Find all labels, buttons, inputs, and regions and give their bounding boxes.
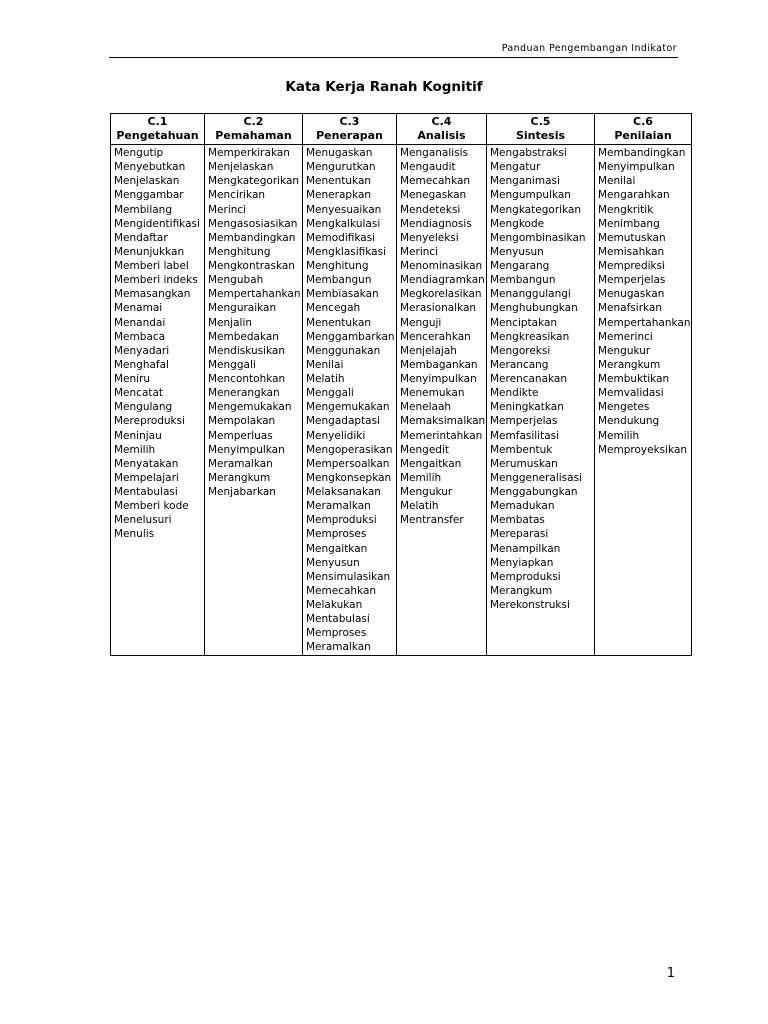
verb-item: Mencontohkan — [208, 373, 286, 385]
verb-item: Mengoreksi — [490, 344, 551, 357]
verb-item: Menjelaskan — [208, 161, 274, 174]
verb-item: Mencegah — [306, 302, 361, 315]
verb-item: Mempelajari — [114, 471, 179, 484]
verb-item: Mentransfer — [400, 514, 464, 527]
verb-item: Mengkreasikan — [490, 330, 570, 343]
verb-item: Meninjau — [114, 429, 162, 442]
verb-item: Menandai — [114, 316, 166, 329]
verb-item: Mengoperasikan — [306, 443, 393, 456]
column-name: Analisis — [417, 129, 466, 142]
verb-item: Mengaudit — [400, 161, 456, 174]
verb-item: Mempertahankan — [208, 288, 301, 301]
verb-item: Membandingkan — [598, 147, 686, 159]
verb-item: Menggambarkan — [306, 330, 395, 343]
verb-cell — [303, 145, 397, 656]
verb-item: Menunjukkan — [114, 245, 185, 258]
verb-item: Menyadari — [114, 344, 170, 357]
verb-item: Mengkonsepkan — [306, 471, 392, 484]
verb-item: Merekonstruksi — [490, 599, 570, 611]
verb-item: Memperkirakan — [208, 147, 290, 159]
column-header — [111, 114, 205, 145]
verb-item: Menguji — [400, 316, 442, 329]
verb-item: Mengukur — [400, 486, 453, 498]
verb-item: Merangkum — [208, 471, 271, 484]
verb-item: Menyusun — [490, 245, 544, 258]
verb-item: Menominasikan — [400, 260, 483, 272]
verb-item: Mencatat — [114, 387, 164, 400]
verb-item: Meramalkan — [208, 457, 273, 470]
verb-item: Mengkontraskan — [208, 260, 295, 272]
column-name: Sintesis — [515, 129, 566, 142]
verb-item: Menganimasi — [490, 175, 560, 188]
header-rule — [109, 57, 678, 58]
verb-item: Memaksimalkan — [400, 415, 486, 428]
verb-item: Mengaitkan — [306, 542, 368, 555]
verb-item: Memperjelas — [598, 274, 666, 287]
verb-item: Menjelajah — [400, 344, 457, 357]
verb-item: Memisahkan — [598, 245, 665, 258]
verb-cell — [205, 145, 303, 656]
verb-item: Memperjelas — [490, 415, 558, 428]
verb-item: Mengurutkan — [306, 161, 376, 174]
verb-item: Melakukan — [306, 599, 363, 611]
verb-item: Menerapkan — [306, 189, 372, 202]
verb-item: Mengubah — [208, 274, 264, 287]
verb-cell — [487, 145, 595, 656]
verb-item: Menyatakan — [114, 457, 179, 470]
verb-item: Mentabulasi — [306, 613, 370, 626]
verb-item: Mereproduksi — [114, 415, 186, 428]
verb-item: Menjalin — [208, 316, 253, 329]
column-name: Penerapan — [316, 129, 383, 142]
verb-item: Mengkritik — [598, 203, 654, 216]
verb-item: Meningkatkan — [490, 401, 564, 414]
verb-item: Mengkategorikan — [208, 175, 300, 188]
verb-item: Mempersoalkan — [306, 457, 390, 470]
column-name: Penilaian — [614, 129, 672, 142]
page-title: Kata Kerja Ranah Kognitif — [285, 79, 483, 95]
verb-item: Membatas — [490, 514, 545, 527]
verb-item: Membilang — [114, 203, 173, 216]
verb-item: Memilih — [114, 443, 156, 456]
verb-item: Menugaskan — [598, 288, 665, 301]
verb-item: Melaksanakan — [306, 486, 381, 498]
verb-item: Memprediksi — [598, 260, 666, 272]
verb-item: Menilai — [598, 175, 636, 188]
verb-item: Mengasosiasikan — [208, 217, 298, 230]
verb-item: Menimbang — [598, 217, 660, 230]
verb-item: Memutuskan — [598, 231, 666, 244]
verb-item: Menganalisis — [400, 147, 469, 159]
verb-item: Mengklasifikasi — [306, 245, 386, 258]
verb-item: Mengkategorikan — [490, 203, 582, 216]
verb-item: Menegaskan — [400, 189, 467, 202]
verb-item: Membangun — [490, 274, 556, 287]
verb-item: Memilih — [598, 429, 640, 442]
verb-item: Memproses — [306, 627, 367, 640]
verb-item: Menilai — [306, 358, 344, 371]
verb-list — [598, 146, 691, 457]
verb-item: Membiasakan — [306, 288, 379, 301]
verb-item: Menyimpulkan — [208, 443, 285, 456]
verb-list — [114, 146, 204, 542]
column-code: C.6 — [633, 115, 653, 128]
verb-item: Memproduksi — [306, 514, 377, 527]
verb-item: Memfasilitasi — [490, 429, 560, 442]
verb-item: Meniru — [114, 373, 151, 385]
verb-item: Menampilkan — [490, 542, 561, 555]
verb-item: Memproduksi — [490, 570, 561, 583]
verb-item: Mengombinasikan — [490, 231, 586, 244]
verb-item: Mengemukakan — [306, 401, 390, 414]
verb-item: Mengulang — [114, 401, 173, 414]
verb-item: Merencanakan — [490, 373, 568, 385]
column-header — [303, 114, 397, 145]
verb-item: Membentuk — [490, 443, 553, 456]
table-body-row — [111, 145, 692, 656]
verb-list — [306, 146, 396, 655]
verb-list — [490, 146, 594, 612]
verb-item: Menyimpulkan — [598, 161, 675, 174]
verb-item: Merumuskan — [490, 457, 558, 470]
verb-item: Menggambar — [114, 189, 184, 202]
verb-item: Menggali — [306, 387, 354, 400]
verb-item: Menggeneralisasi — [490, 471, 582, 484]
column-header — [487, 114, 595, 145]
verb-item: Mendukung — [598, 415, 660, 428]
running-header: Panduan Pengembangan Indikator — [501, 43, 677, 54]
verb-item: Menyebutkan — [114, 161, 186, 174]
verb-item: Menghitung — [306, 260, 369, 272]
verb-item: Mengkalkulasi — [306, 217, 381, 230]
verb-item: Memilih — [400, 471, 442, 484]
verb-item: Mendiagnosis — [400, 217, 472, 230]
verb-list — [208, 146, 302, 499]
verb-item: Menggali — [208, 358, 256, 371]
verb-item: Menyimpulkan — [400, 373, 477, 385]
verb-item: Menemukan — [400, 387, 465, 400]
page-number: 1 — [666, 966, 675, 981]
verb-table — [110, 113, 692, 656]
verb-item: Mengutip — [114, 147, 164, 159]
verb-item: Mengidentifikasi — [114, 217, 200, 230]
verb-item: Merangkum — [490, 584, 553, 597]
verb-item: Megkorelasikan — [400, 288, 482, 301]
verb-item: Menugaskan — [306, 147, 373, 159]
table-header-row — [111, 114, 692, 145]
column-header — [595, 114, 692, 145]
verb-item: Menafsirkan — [598, 302, 662, 315]
column-code: C.5 — [530, 115, 551, 128]
verb-item: Menggunakan — [306, 344, 381, 357]
verb-item: Menamai — [114, 302, 163, 315]
verb-item: Mengarahkan — [598, 189, 670, 202]
verb-item: Membaca — [114, 330, 166, 343]
verb-item: Mengarang — [490, 260, 550, 272]
verb-list — [400, 146, 486, 527]
verb-item: Membandingkan — [208, 231, 296, 244]
verb-item: Menyesuaikan — [306, 203, 382, 216]
verb-item: Menerangkan — [208, 387, 280, 400]
verb-item: Mendeteksi — [400, 203, 461, 216]
column-code: C.4 — [431, 115, 452, 128]
verb-item: Memecahkan — [306, 584, 377, 597]
column-header — [205, 114, 303, 145]
verb-item: Menentukan — [306, 316, 372, 329]
verb-item: Menyeleksi — [400, 231, 459, 244]
column-name: Pengetahuan — [116, 129, 199, 142]
verb-item: Membedakan — [208, 330, 279, 343]
verb-item: Menyusun — [306, 556, 360, 569]
verb-item: Melatih — [400, 500, 439, 513]
verb-item: Mengetes — [598, 401, 650, 414]
verb-item: Melatih — [306, 373, 345, 385]
verb-item: Mensimulasikan — [306, 570, 391, 583]
verb-item: Membagankan — [400, 358, 478, 371]
column-name: Pemahaman — [215, 129, 292, 142]
verb-item: Mengkode — [490, 217, 545, 230]
column-code: C.1 — [147, 115, 168, 128]
verb-item: Mengukur — [598, 344, 651, 357]
verb-item: Memecahkan — [400, 175, 471, 188]
verb-item: Mendiagramkan — [400, 274, 485, 287]
verb-item: Mendikte — [490, 387, 539, 400]
verb-item: Membuktikan — [598, 373, 670, 385]
verb-item: Memerintahkan — [400, 429, 483, 442]
verb-item: Mempolakan — [208, 415, 276, 428]
verb-item: Meramalkan — [306, 500, 371, 513]
column-code: C.3 — [339, 115, 360, 128]
verb-item: Menghubungkan — [490, 302, 578, 315]
column-header — [397, 114, 487, 145]
verb-item: Mengaitkan — [400, 457, 462, 470]
verb-cell — [397, 145, 487, 656]
verb-item: Menghitung — [208, 245, 271, 258]
verb-item: Menyiapkan — [490, 556, 554, 569]
verb-item: Menelaah — [400, 401, 452, 414]
column-code: C.2 — [243, 115, 264, 128]
verb-item: Mengadaptasi — [306, 415, 380, 428]
verb-item: Menggabungkan — [490, 486, 578, 498]
verb-item: Merinci — [400, 245, 439, 258]
verb-item: Memperluas — [208, 429, 273, 442]
verb-item: Memproyeksikan — [598, 443, 688, 456]
verb-item: Menghafal — [114, 358, 169, 371]
verb-item: Mereparasi — [490, 528, 549, 541]
verb-item: Memodifikasi — [306, 231, 376, 244]
verb-item: Mentabulasi — [114, 486, 178, 498]
verb-item: Menulis — [114, 528, 155, 541]
verb-item: Memadukan — [490, 500, 555, 513]
verb-item: Mengatur — [490, 161, 541, 174]
verb-item: Mengemukakan — [208, 401, 292, 414]
verb-item: Memproses — [306, 528, 367, 541]
verb-item: Menciptakan — [490, 316, 558, 329]
verb-item: Membangun — [306, 274, 372, 287]
verb-cell — [111, 145, 205, 656]
verb-item: Merangkum — [598, 358, 661, 371]
verb-item: Mempertahankan — [598, 316, 691, 329]
verb-item: Mengumpulkan — [490, 189, 571, 202]
verb-item: Mengedit — [400, 443, 449, 456]
verb-item: Meramalkan — [306, 641, 371, 654]
verb-item: Memvalidasi — [598, 387, 664, 400]
verb-item: Mengabstraksi — [490, 147, 567, 159]
verb-item: Merancang — [490, 358, 549, 371]
verb-item: Menentukan — [306, 175, 372, 188]
verb-item: Memasangkan — [114, 288, 191, 301]
verb-item: Mencerahkan — [400, 330, 471, 343]
verb-item: Menjelaskan — [114, 175, 180, 188]
verb-item: Memberi label — [114, 260, 189, 272]
verb-item: Mendaftar — [114, 231, 168, 244]
verb-item: Menyelidiki — [306, 429, 366, 442]
verb-cell — [595, 145, 692, 656]
verb-item: Merasionalkan — [400, 302, 477, 315]
verb-item: Mencirikan — [208, 189, 266, 202]
verb-item: Menguraikan — [208, 302, 277, 315]
verb-item: Memerinci — [598, 330, 653, 343]
verb-item: Menelusuri — [114, 514, 172, 527]
verb-item: Mendiskusikan — [208, 344, 286, 357]
verb-item: Menjabarkan — [208, 486, 276, 498]
verb-item: Merinci — [208, 203, 247, 216]
verb-item: Memberi kode — [114, 500, 189, 513]
verb-item: Memberi indeks — [114, 274, 198, 287]
verb-item: Menanggulangi — [490, 288, 571, 301]
